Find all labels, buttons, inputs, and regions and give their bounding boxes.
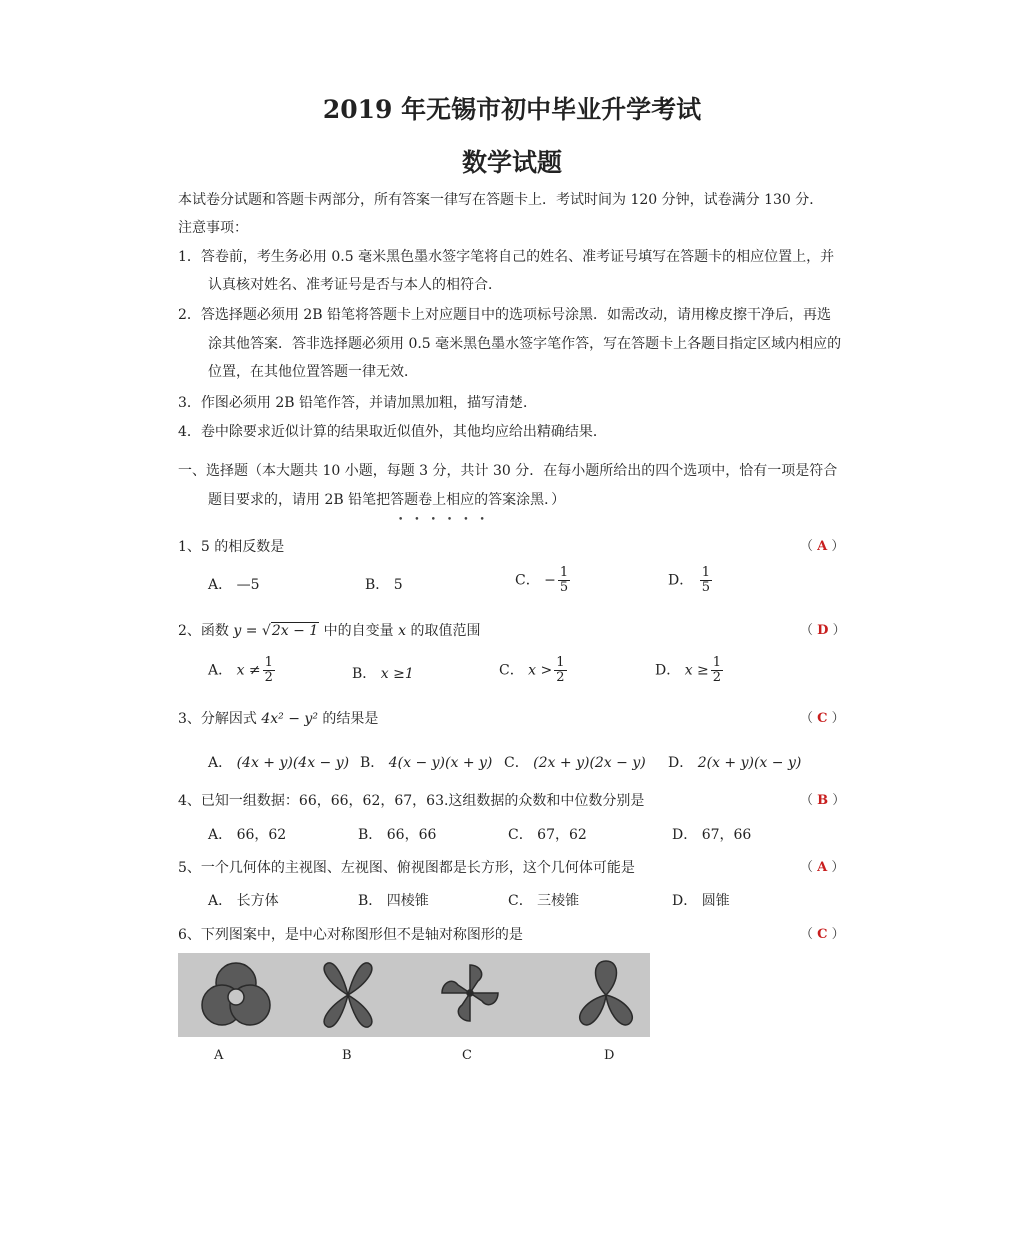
question-5-answer: （ A ） [800, 860, 845, 875]
notice-3: 3．作图必须用 2B 铅笔作答，并请加黑加粗，描写清楚． [178, 395, 538, 411]
pattern-c-pinwheel [442, 965, 498, 1021]
q2-option-d: D． x ≥ $\frac{1}{2}$ [655, 655, 722, 685]
figure-label-b: B [342, 1048, 352, 1063]
question-6-stem: 6、下列图案中，是中心对称图形但不是轴对称图形的是 [178, 927, 523, 943]
notice-4: 4．卷中除要求近似计算的结果取近似值外，其他均应给出精确结果． [178, 424, 607, 440]
q5-option-d: D． 圆锥 [672, 893, 730, 909]
section-1-line-2: 题目要求的，请用 2B 铅笔把答题卷上相应的答案涂黑．） [208, 492, 566, 508]
q1-option-a: A． —5 [208, 577, 260, 593]
page-title: 2019 年无锡市初中毕业升学考试 [322, 95, 702, 124]
notice-title: 注意事项： [178, 220, 248, 236]
question-4-stem: 4、已知一组数据：66，66，62，67，63.这组数据的众数和中位数分别是 [178, 793, 645, 809]
figure-label-a: A [214, 1048, 224, 1063]
fraction: $\frac{1}{5}$ [559, 565, 569, 595]
q1-option-c: C． − $\frac{1}{5}$ [515, 565, 569, 595]
answer-letter: C [817, 711, 828, 726]
q3-option-c: C． (2x + y)(2x − y) [504, 755, 646, 771]
question-1-stem: 1、5 的相反数是 [178, 539, 285, 555]
q5-option-c: C． 三棱锥 [508, 893, 580, 909]
intro-text: 本试卷分试题和答题卡两部分，所有答案一律写在答题卡上．考试时间为 120 分钟，试卷满分 130 分． [178, 192, 824, 208]
question-6-answer: （ C ） [800, 927, 845, 942]
answer-letter: D [817, 623, 829, 638]
notice-1-line-1: 1．答卷前，考生务必用 0.5 毫米黑色墨水签字笔将自己的姓名、准考证号填写在答题卡的相应位置上，并 [178, 249, 835, 265]
notice-2-line-1: 2．答选择题必须用 2B 铅笔将答题卡上对应题目中的选项标号涂黑．如需改动，请用橡皮擦干净后，再选 [178, 307, 832, 323]
q3-option-b: B． 4(x − y)(x + y) [360, 755, 493, 771]
q2-option-b: B． x ≥1 [352, 666, 414, 682]
question-1-answer: （ A ） [800, 539, 845, 554]
question-3-stem: 3、分解因式 4x² − y² 的结果是 [178, 711, 379, 727]
answer-letter: B [817, 793, 829, 808]
question-4-answer: （ B ） [800, 793, 846, 808]
fraction: $\frac{1}{2}$ [556, 655, 565, 685]
figure-label-c: C [462, 1048, 472, 1063]
answer-letter: A [817, 539, 828, 554]
q4-option-a: A． 66，62 [208, 827, 287, 843]
section-1-line-1: 一、选择题（本大题共 10 小题，每题 3 分，共计 30 分．在每小题所给出的四个选项中，恰有一项是符合 [178, 463, 838, 479]
q4-option-c: C． 67，62 [508, 827, 587, 843]
figure-label-d: D [604, 1048, 615, 1063]
notice-2-line-2: 涂其他答案．答非选择题必须用 0.5 毫米黑色墨水签字笔作答，写在答题卡上各题目指定区域内相应的 [208, 336, 842, 352]
q1-option-d: D． $\frac{1}{5}$ [668, 565, 710, 595]
emphasis-dots: •••••• [398, 515, 496, 525]
question-3-answer: （ C ） [800, 711, 845, 726]
q5-option-a: A． 长方体 [208, 893, 279, 909]
question-2-answer: （ D ） [800, 623, 846, 638]
fraction: $\frac{1}{2}$ [264, 655, 273, 685]
question-5-stem: 5、一个几何体的主视图、左视图、俯视图都是长方形，这个几何体可能是 [178, 860, 635, 876]
question-2-stem: 2、函数 y = √2x − 1 中的自变量 x 的取值范围 [178, 623, 481, 639]
pattern-a-three-circles [202, 963, 270, 1025]
q4-option-d: D． 67，66 [672, 827, 752, 843]
pattern-b-four-petals [324, 963, 372, 1027]
answer-letter: C [817, 927, 828, 942]
page-subtitle: 数学试题 [461, 148, 562, 177]
q4-option-b: B． 66，66 [358, 827, 437, 843]
q2-option-a: A． x ≠ $\frac{1}{2}$ [208, 655, 273, 685]
pattern-figures [178, 953, 650, 1037]
question-6-figure [178, 953, 650, 1037]
notice-2-line-3: 位置，在其他位置答题一律无效． [208, 364, 418, 380]
q5-option-b: B． 四棱锥 [358, 893, 429, 909]
pattern-d-three-loops [580, 961, 633, 1025]
q1-option-b: B． 5 [365, 577, 403, 593]
notice-1-line-2: 认真核对姓名、准考证号是否与本人的相符合． [208, 277, 502, 293]
answer-letter: A [817, 860, 828, 875]
fraction: $\frac{1}{5}$ [701, 565, 710, 595]
q3-option-d: D． 2(x + y)(x − y) [668, 755, 802, 771]
q2-option-c: C． x > $\frac{1}{2}$ [499, 655, 565, 685]
fraction: $\frac{1}{2}$ [712, 655, 722, 685]
q3-option-a: A． (4x + y)(4x − y) [208, 755, 350, 771]
